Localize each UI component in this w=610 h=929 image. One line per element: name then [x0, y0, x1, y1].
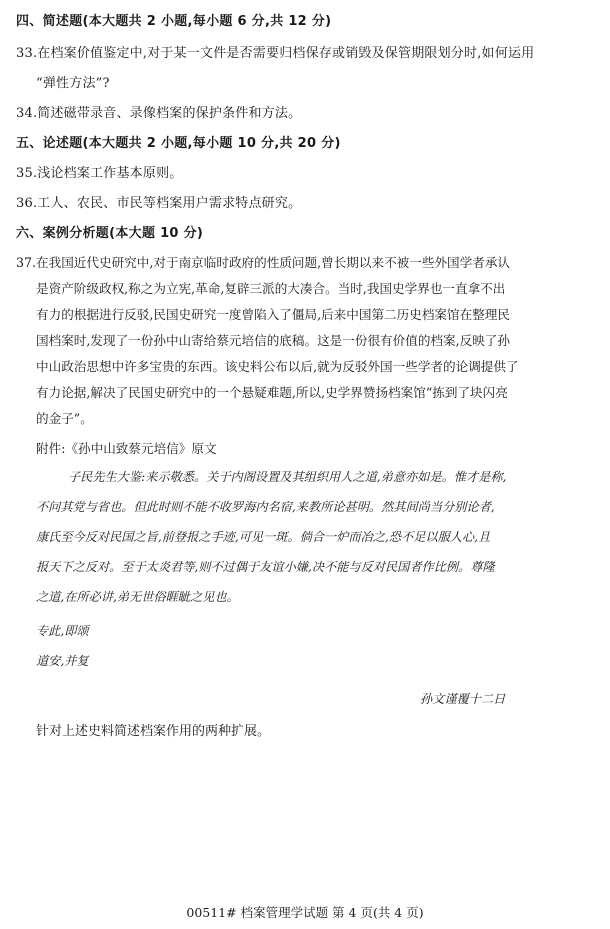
page-footer: 00511# 档案管理学试题 第 4 页(共 4 页) — [186, 905, 424, 920]
question-33-line-2: “弹性方法”? — [36, 76, 110, 91]
question-37-line: 有力论据,解决了民国史研究中的一个悬疑难题,所以,史学界赞扬档案馆“拣到了块闪亮 — [36, 385, 508, 400]
letter-line: 子民先生大鉴:来示敬悉。关于内阁设置及其组织用人之道,弟意亦如是。惟才是称, — [68, 470, 507, 484]
question-35: 35.浅论档案工作基本原则。 — [16, 166, 183, 181]
letter-line: 之道,在所必讲,弟无世俗睚眦之见也。 — [36, 590, 239, 604]
section-6-heading: 六、案例分析题(本大题 10 分) — [16, 226, 204, 241]
letter-line: 报天下之反对。至于太炎君等,则不过偶于友谊小嫌,决不能与反对民国者作比例。尊隆 — [36, 560, 495, 574]
question-37-line: 的金子”。 — [36, 411, 93, 426]
question-37-line: 37.在我国近代史研究中,对于南京临时政府的性质问题,曾长期以来不被一些外国学者承认 — [16, 255, 511, 270]
question-36: 36.工人、农民、市民等档案用户需求特点研究。 — [16, 196, 302, 211]
question-37-task: 针对上述史料简述档案作用的两种扩展。 — [36, 724, 271, 739]
question-37-line: 中山政治思想中许多宝贵的东西。该史料公布以后,就为反驳外国一些学者的论调提供了 — [36, 359, 519, 374]
letter-line: 康氏至今反对民国之旨,前登报之手迹,可见一斑。倘合一炉而冶之,恐不足以服人心,且 — [36, 530, 491, 544]
question-37-line: 国档案时,发现了一份孙中山寄给蔡元培信的底稿。这是一份很有价值的档案,反映了孙 — [36, 333, 510, 348]
section-4-heading: 四、简述题(本大题共 2 小题,每小题 6 分,共 12 分) — [16, 14, 332, 29]
question-37-line: 有力的根据进行反驳,民国史研究一度曾陷入了僵局,后来中国第二历史档案馆在整理民 — [36, 307, 510, 322]
letter-signature: 孙文谨覆十二日 — [420, 692, 506, 706]
letter-closing-2: 道安,并复 — [36, 654, 89, 668]
letter-line: 不问其党与省也。但此时则不能不收罗海内名宿,来教所论甚明。然其间尚当分别论者, — [36, 500, 495, 514]
question-33-line-1: 33.在档案价值鉴定中,对于某一文件是否需要归档保存或销毁及保管期限划分时,如何运用 — [16, 46, 535, 61]
letter-closing-1: 专此,即颂 — [36, 624, 89, 638]
question-34: 34.简述磁带录音、录像档案的保护条件和方法。 — [16, 106, 302, 121]
question-37-line: 是资产阶级政权,称之为立宪,革命,复辟三派的大凑合。当时,我国史学界也一直拿不出 — [36, 281, 506, 296]
attachment-title: 附件:《孙中山致蔡元培信》原文 — [36, 441, 217, 456]
section-5-heading: 五、论述题(本大题共 2 小题,每小题 10 分,共 20 分) — [16, 136, 341, 151]
